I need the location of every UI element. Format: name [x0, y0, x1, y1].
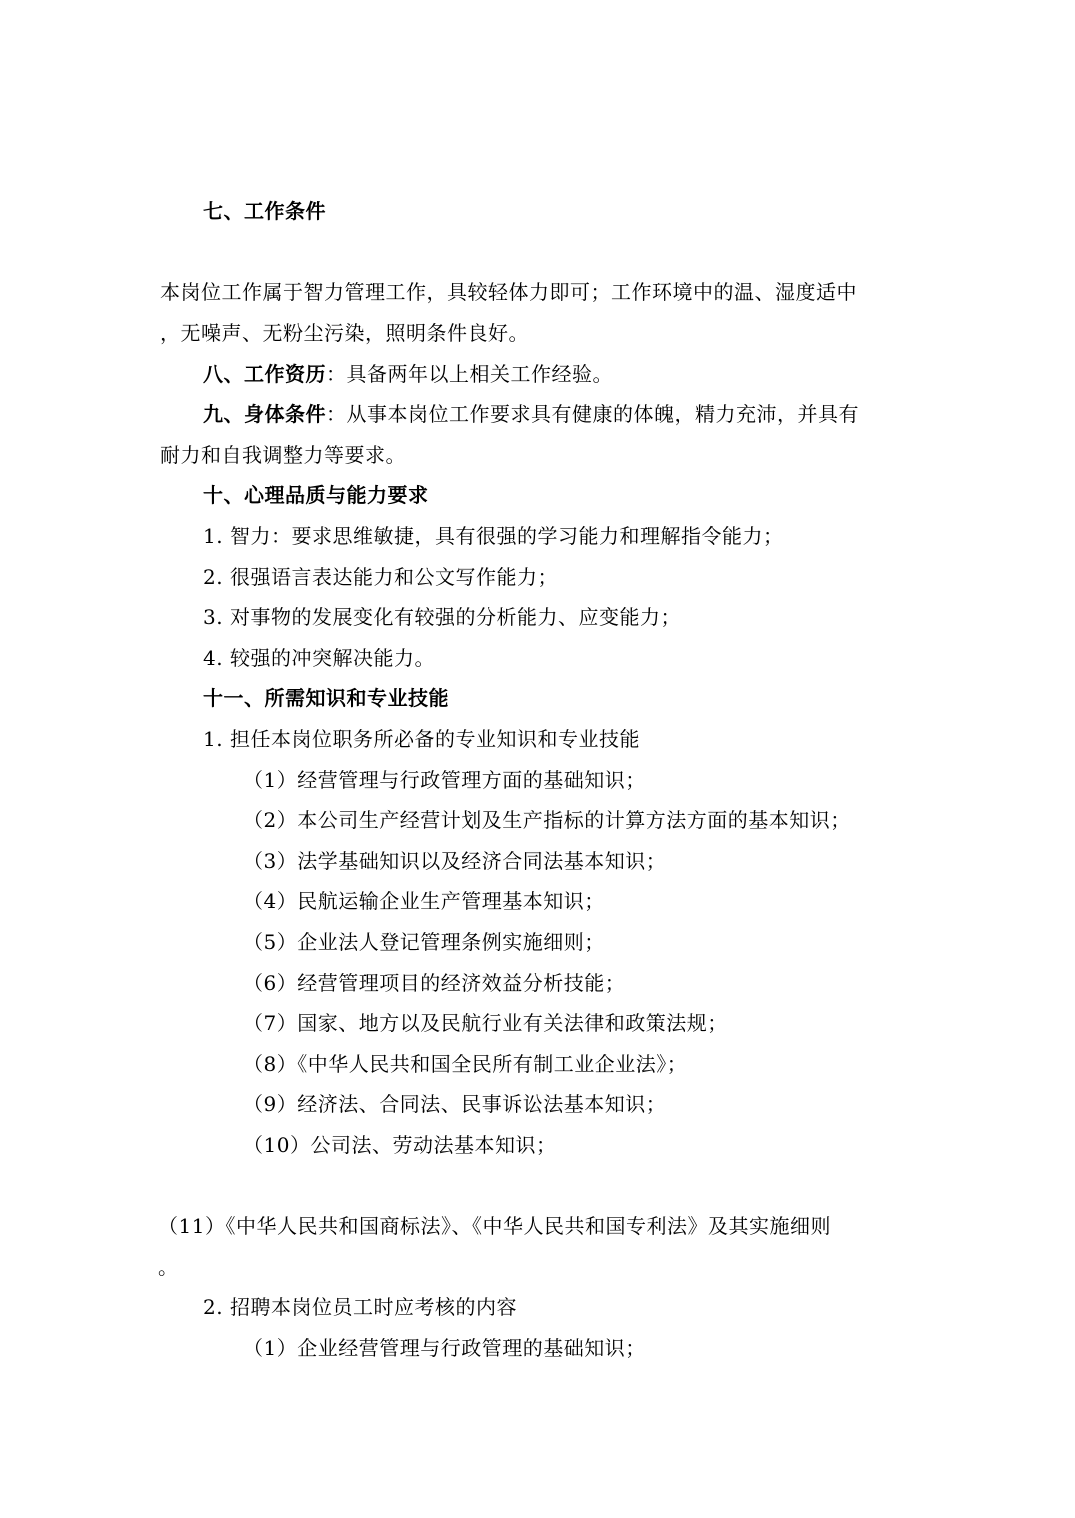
section-10-item-1: 1. 智力：要求思维敏捷，具有很强的学习能力和理解指令能力；	[203, 524, 784, 548]
section-10-item-4: 4. 较强的冲突解决能力。	[203, 646, 435, 670]
section-8-line	[203, 361, 613, 387]
section-11-sub-item-1: （1）经营管理与行政管理方面的基础知识；	[243, 768, 646, 792]
section-11-sub-item-2: （2）本公司生产经营计划及生产指标的计算方法方面的基本知识；	[243, 808, 851, 832]
section-11-sub-item-11-line-2: 。	[158, 1255, 179, 1279]
section-8-heading: 八、工作资历	[203, 362, 326, 386]
section-11-item-1: 1. 担任本岗位职务所必备的专业知识和专业技能	[203, 727, 640, 751]
section-11-heading: 十一、所需知识和专业技能	[203, 686, 449, 710]
section-10-item-2: 2. 很强语言表达能力和公文写作能力；	[203, 565, 558, 589]
section-7-paragraph-line-2: ，无噪声、无粉尘污染，照明条件良好。	[160, 321, 529, 345]
section-11-sub-item-8: （8）《中华人民共和国全民所有制工业企业法》；	[243, 1052, 688, 1076]
section-11-sub-item-7: （7）国家、地方以及民航行业有关法律和政策法规；	[243, 1011, 728, 1035]
section-11-sub-item-4: （4）民航运输企业生产管理基本知识；	[243, 889, 605, 913]
section-11-item-2: 2. 招聘本岗位员工时应考核的内容	[203, 1295, 517, 1319]
section-7-paragraph-line-1: 本岗位工作属于智力管理工作，具较轻体力即可；工作环境中的温、湿度适中	[160, 280, 857, 304]
section-11-sub-item-11-line-1: （11）《中华人民共和国商标法》、《中华人民共和国专利法》及其实施细则	[158, 1214, 831, 1238]
section-10-item-3: 3. 对事物的发展变化有较强的分析能力、应变能力；	[203, 605, 681, 629]
section-9-text-line-1: ：从事本岗位工作要求具有健康的体魄，精力充沛，并具有	[326, 402, 859, 426]
section-9-heading: 九、身体条件	[203, 402, 326, 426]
section-9-text-line-2: 耐力和自我调整力等要求。	[160, 443, 406, 467]
section-11-item-2-sub-1: （1）企业经营管理与行政管理的基础知识；	[243, 1336, 646, 1360]
section-11-sub-item-9: （9）经济法、合同法、民事诉讼法基本知识；	[243, 1092, 667, 1116]
section-8-text: ：具备两年以上相关工作经验。	[326, 362, 613, 386]
section-11-sub-item-3: （3）法学基础知识以及经济合同法基本知识；	[243, 849, 667, 873]
section-7-heading: 七、工作条件	[203, 199, 326, 223]
section-10-heading: 十、心理品质与能力要求	[203, 483, 429, 507]
section-11-sub-item-5: （5）企业法人登记管理条例实施细则；	[243, 930, 605, 954]
section-11-sub-item-6: （6）经营管理项目的经济效益分析技能；	[243, 971, 626, 995]
section-9-line-1	[203, 401, 859, 427]
section-11-sub-item-10: （10）公司法、劳动法基本知识；	[243, 1133, 557, 1157]
